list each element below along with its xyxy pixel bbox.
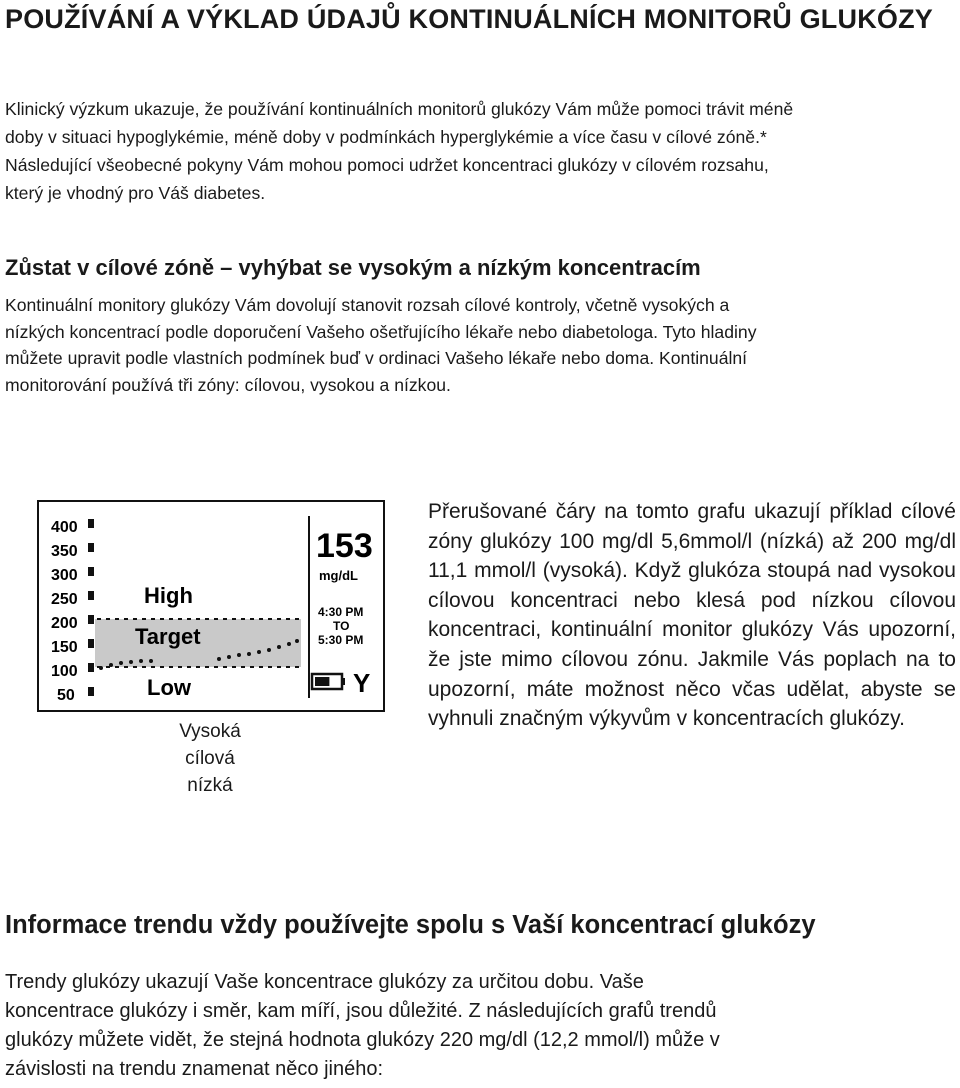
- time-to-word: TO: [333, 619, 350, 633]
- paragraph-line: Trendy glukózy ukazují Vaše koncentrace glukózy za určitou dobu. Vaše: [5, 971, 644, 993]
- y-tick-label: 100: [51, 663, 78, 680]
- trace-point: [109, 663, 113, 667]
- trace-point: [247, 652, 251, 656]
- zone-legend-target: cílová: [185, 748, 235, 769]
- y-tick-label: 150: [51, 639, 78, 656]
- intro-line: Následující všeobecné pokyny Vám mohou pomoci udržet koncentraci glukózy v cílovém rozsahu,: [5, 155, 769, 175]
- trace-point: [295, 639, 299, 643]
- zone-label-low: Low: [147, 675, 191, 700]
- trace-point: [277, 645, 281, 649]
- glucose-unit: mg/dL: [319, 568, 358, 583]
- zone-legend-low: nízká: [187, 775, 233, 796]
- y-tick-marker: [88, 687, 94, 696]
- target-zone-paragraph: [5, 292, 955, 398]
- page-title: POUŽÍVÁNÍ A VÝKLAD ÚDAJŮ KONTINUÁLNÍCH MONITORŮ GLUKÓZY: [5, 4, 933, 34]
- paragraph-line: koncentrace glukózy i směr, kam míří, jsou důležité. Z následujících grafů trendů: [5, 1000, 717, 1022]
- intro-line: Klinický výzkum ukazuje, že používání kontinuálních monitorů glukózy Vám může pomoci trávit méně: [5, 99, 794, 119]
- time-from: 4:30 PM: [318, 605, 364, 619]
- section-heading-target-zone: Zůstat v cílové zóně – vyhýbat se vysokým a nízkým koncentracím: [5, 255, 701, 280]
- section-heading-trend: Informace trendu vždy používejte spolu s Vaší koncentrací glukózy: [5, 911, 816, 939]
- graph-description: Přerušované čáry na tomto grafu ukazují příklad cílové zóny glukózy 100 mg/dl 5,6mmol/l (nízká) až 200 mg/dl 11,1 mmol/l (vysoká). Když glukóza stoupá nad vysokou cílovou koncentraci nebo klesá pod nízkou cílovou koncentraci, kontinuální monitor glukózy Vás upozorní, že jste mimo cílovou zónu. Jakmile Vás poplach na to upozorní, máte možnost něco včas udělat, abyste se vyhnuli značným výkyvům v koncentracích glukózy.: [428, 500, 956, 731]
- battery-fill: [315, 677, 329, 686]
- trace-point: [267, 648, 271, 652]
- trace-point: [129, 660, 133, 664]
- intro-paragraph: [5, 95, 955, 207]
- y-tick-marker: [88, 567, 94, 576]
- intro-line: doby v situaci hypoglykémie, méně doby v podmínkách hyperglykémie a více času v cílové zóně.*: [5, 127, 767, 147]
- cgm-device-screen: [37, 500, 385, 712]
- paragraph-line: můžete upravit podle vlastních podmínek buď v ordinaci Vašeho lékaře nebo doma. Kontinuální: [5, 348, 748, 368]
- y-tick-label: 350: [51, 543, 78, 560]
- glucose-reading: 153: [316, 527, 373, 565]
- trace-point: [257, 650, 261, 654]
- y-tick-marker: [88, 543, 94, 552]
- y-tick-label: 400: [51, 519, 78, 536]
- paragraph-line: Kontinuální monitory glukózy Vám dovolují stanovit rozsah cílové kontroly, včetně vysokých a: [5, 295, 730, 315]
- intro-line: který je vhodný pro Váš diabetes.: [5, 183, 266, 203]
- paragraph-line: glukózy můžete vidět, že stejná hodnota glukózy 220 mg/dl (12,2 mmol/l) může v: [5, 1029, 720, 1051]
- trace-point: [227, 655, 231, 659]
- trend-paragraph: [5, 968, 955, 1084]
- trace-point: [119, 661, 123, 665]
- cgm-screen-graphic: [39, 502, 383, 710]
- paragraph-line: závislosti na trendu znamenat něco jiného:: [5, 1058, 384, 1080]
- trace-point: [139, 659, 143, 663]
- y-tick-label: 300: [51, 567, 78, 584]
- y-tick-marker: [88, 615, 94, 624]
- y-tick-marker: [88, 639, 94, 648]
- y-tick-label: 250: [51, 591, 78, 608]
- paragraph-line: nízkých koncentrací podle doporučení Vašeho ošetřujícího lékaře nebo diabetologa. Tyto hladiny: [5, 321, 757, 342]
- trace-point: [287, 642, 291, 646]
- y-tick-marker: [88, 663, 94, 672]
- paragraph-line: monitorování používá tři zóny: cílovou, vysokou a nízkou.: [5, 374, 451, 395]
- battery-tip: [342, 678, 345, 685]
- y-tick-marker: [88, 519, 94, 528]
- status-flag: Y: [353, 668, 371, 698]
- trace-point: [149, 659, 153, 663]
- y-tick-marker: [88, 591, 94, 600]
- trace-point: [217, 657, 221, 661]
- zone-legend: [130, 718, 290, 799]
- y-tick-label: 200: [51, 615, 78, 632]
- trace-point: [99, 666, 103, 670]
- y-axis-ticks: [51, 519, 94, 704]
- zone-legend-high: Vysoká: [179, 721, 241, 742]
- trace-point: [237, 653, 241, 657]
- zone-label-high: High: [144, 583, 193, 608]
- time-to: 5:30 PM: [318, 633, 364, 647]
- y-tick-label: 50: [57, 687, 75, 704]
- battery-icon: [312, 674, 345, 689]
- zone-label-target: Target: [135, 624, 201, 649]
